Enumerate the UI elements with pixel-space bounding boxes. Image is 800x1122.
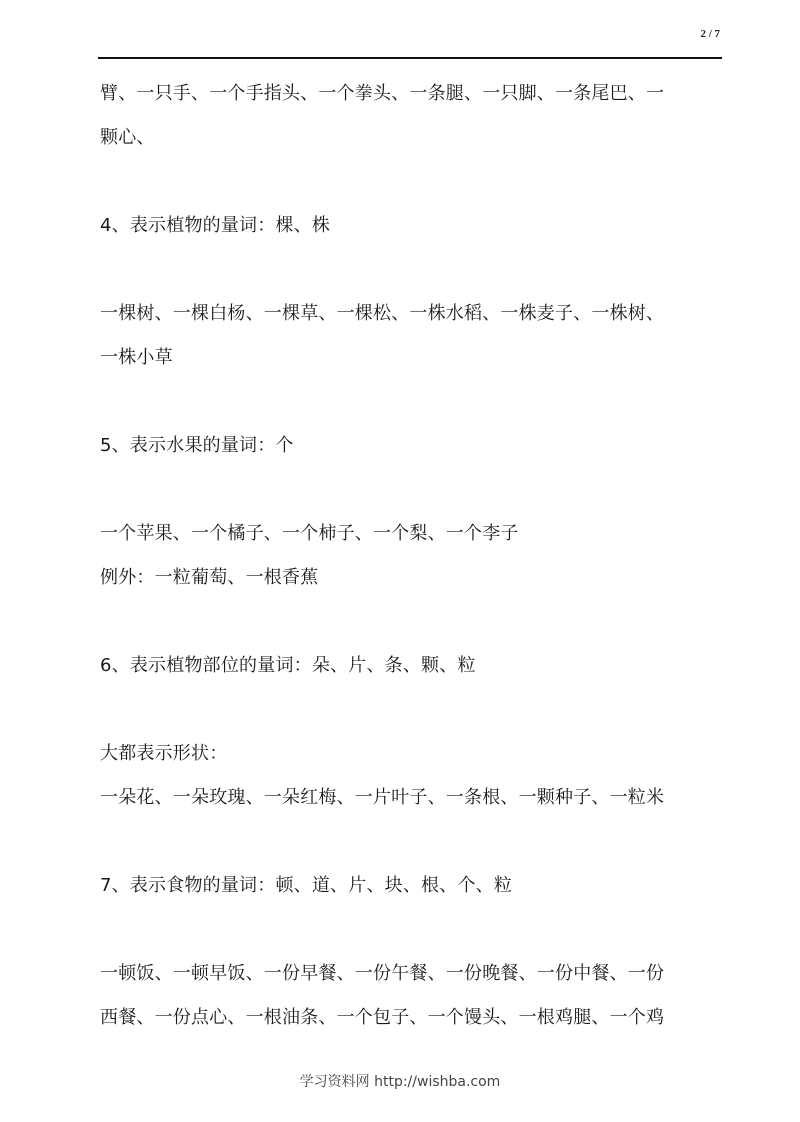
paragraph-gap <box>100 908 722 952</box>
text-line: 臂、一只手、一个手指头、一个拳头、一条腿、一只脚、一条尾巴、一 <box>100 83 665 104</box>
paragraph-gap <box>100 380 722 424</box>
text-line: 西餐、一份点心、一根油条、一个包子、一个馒头、一根鸡腿、一个鸡 <box>100 1007 665 1028</box>
paragraph-gap <box>100 688 722 732</box>
header-rule <box>98 57 722 59</box>
footer-watermark: 学习资料网 http://wishba.com <box>299 1074 501 1090</box>
section-heading-7: 7、表示食物的量词：顿、道、片、块、根、个、粒 <box>100 875 513 896</box>
document-body <box>100 72 722 1040</box>
paragraph-gap <box>100 820 722 864</box>
paragraph-gap <box>100 160 722 204</box>
text-line: 一顿饭、一顿早饭、一份早餐、一份午餐、一份晚餐、一份中餐、一份 <box>100 963 665 984</box>
text-line: 例外：一粒葡萄、一根香蕉 <box>100 567 319 588</box>
section-heading-4: 4、表示植物的量词：棵、株 <box>100 215 331 236</box>
page-number: 2 / 7 <box>700 28 720 40</box>
text-line: 一株小草 <box>100 347 173 368</box>
section-heading-5: 5、表示水果的量词：个 <box>100 435 294 456</box>
text-line: 颗心、 <box>100 127 155 148</box>
text-line: 一朵花、一朵玫瑰、一朵红梅、一片叶子、一条根、一颗种子、一粒米 <box>100 787 665 808</box>
text-line: 一棵树、一棵白杨、一棵草、一棵松、一株水稻、一株麦子、一株树、 <box>100 303 665 324</box>
paragraph-gap <box>100 600 722 644</box>
paragraph-gap <box>100 468 722 512</box>
paragraph-gap <box>100 248 722 292</box>
text-line: 一个苹果、一个橘子、一个柿子、一个梨、一个李子 <box>100 523 519 544</box>
section-heading-6: 6、表示植物部位的量词：朵、片、条、颗、粒 <box>100 655 476 676</box>
text-line: 大都表示形状： <box>100 743 228 764</box>
